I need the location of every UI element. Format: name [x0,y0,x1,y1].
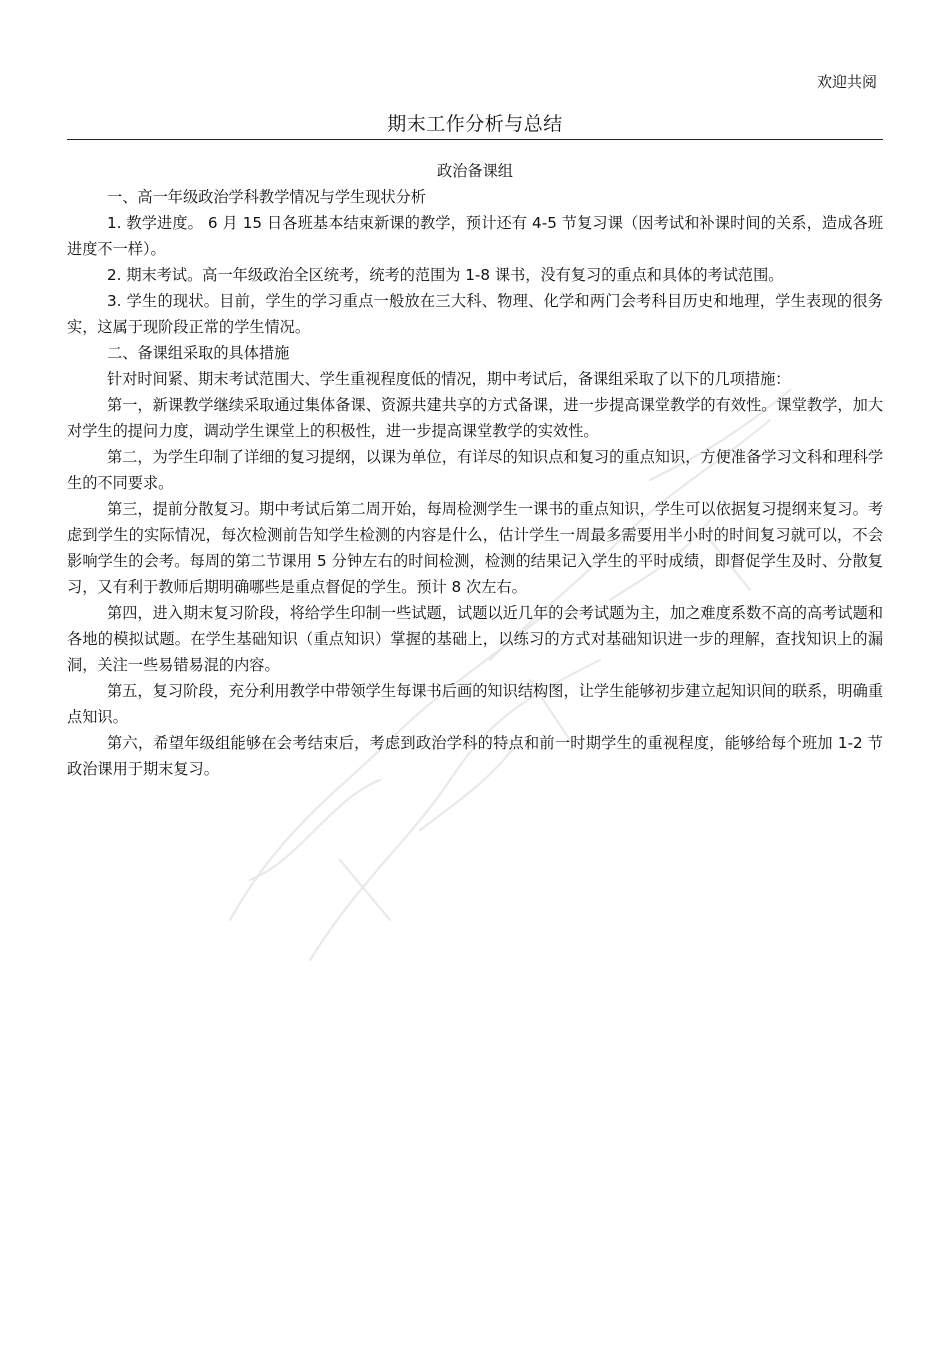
title-divider [67,139,883,140]
paragraph-final-exam: 2. 期末考试。高一年级政治全区统考，统考的范围为 1-8 课书，没有复习的重点和具体的考试范围。 [107,266,784,284]
header-note: 欢迎共阅 [816,73,877,91]
paragraph-measure-2: 第二，为学生印制了详细的复习提纲，以课为单位，有详尽的知识点和复习的重点知识，方便准备学习文科和理科学生的不同要求。 [67,448,883,492]
paragraph-measure-6: 第六，希望年级组能够在会考结束后，考虑到政治学科的特点和前一时期学生的重视程度，能够给每个班加 1-2 节政治课用于期末复习。 [67,734,883,778]
paragraph-teaching-progress: 1. 教学进度。 6 月 15 日各班基本结束新课的教学，预计还有 4-5 节复习课（因考试和补课时间的关系，造成各班进度不一样）。 [67,214,883,258]
section-heading-1: 一、高一年级政治学科教学情况与学生现状分析 [107,188,426,206]
document-title: 期末工作分析与总结 [387,113,563,135]
paragraph-measure-5: 第五，复习阶段，充分利用教学中带领学生每课书后画的知识结构图，让学生能够初步建立起知识间的联系，明确重点知识。 [67,682,883,726]
section-heading-2: 二、备课组采取的具体措施 [107,344,290,362]
paragraph-measure-1: 第一，新课教学继续采取通过集体备课、资源共建共享的方式备课，进一步提高课堂教学的有效性。课堂教学，加大对学生的提问力度，调动学生课堂上的积极性，进一步提高课堂教学的实效性。 [67,396,883,440]
paragraph-student-status: 3. 学生的现状。目前，学生的学习重点一般放在三大科、物理、化学和两门会考科目历史和地理，学生表现的很务实，这属于现阶段正常的学生情况。 [67,292,883,336]
document-body [67,158,883,782]
paragraph-measures-intro: 针对时间紧、期末考试范围大、学生重视程度低的情况，期中考试后，备课组采取了以下的几项措施： [107,370,791,388]
author-group: 政治备课组 [437,162,513,180]
paragraph-measure-3: 第三，提前分散复习。期中考试后第二周开始，每周检测学生一课书的重点知识，学生可以依据复习提纲来复习。考虑到学生的实际情况，每次检测前告知学生检测的内容是什么，估计学生一周最多需要用半小时的时间复习就可以，不会影响学生的会考。每周的第二节课用 5 分钟左右的时间检测，检测的结果记入学生的平时成绩，即督促学生及时、分散复习，又有利于教师后期明确哪些是重点督促的学生。预计 8 次左右。 [67,500,883,596]
paragraph-measure-4: 第四，进入期末复习阶段，将给学生印制一些试题，试题以近几年的会考试题为主，加之难度系数不高的高考试题和各地的模拟试题。在学生基础知识（重点知识）掌握的基础上，以练习的方式对基础知识进一步的理解，查找知识上的漏洞，关注一些易错易混的内容。 [67,604,883,674]
